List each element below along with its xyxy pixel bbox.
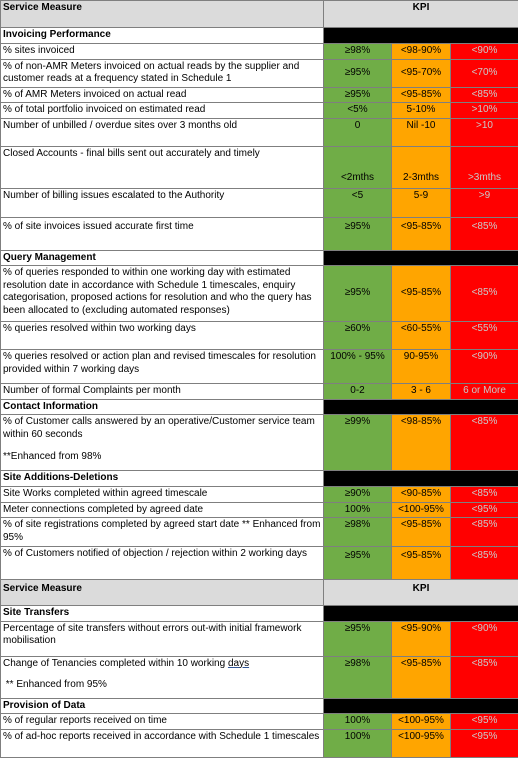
red-threshold: >10 bbox=[451, 118, 518, 146]
amber-threshold: <90-85% bbox=[392, 487, 451, 503]
table-row bbox=[1, 729, 518, 757]
red-threshold: <55% bbox=[451, 322, 518, 350]
measure-text-main: Change of Tenancies completed within 10 working bbox=[3, 657, 228, 669]
amber-threshold: <95-85% bbox=[392, 656, 451, 698]
red-threshold: >3mths bbox=[451, 146, 518, 188]
measure-cell: Percentage of site transfers without errors out-with initial framework mobilisation bbox=[1, 621, 324, 656]
measure-cell: Meter connections completed by agreed date bbox=[1, 502, 324, 518]
green-threshold: ≥60% bbox=[324, 322, 392, 350]
red-threshold: <90% bbox=[451, 43, 518, 59]
amber-threshold: <95-85% bbox=[392, 266, 451, 322]
amber-threshold: 3 - 6 bbox=[392, 384, 451, 400]
green-threshold: ≥95% bbox=[324, 87, 392, 103]
measure-cell: % of regular reports received on time bbox=[1, 714, 324, 730]
red-threshold: <85% bbox=[451, 487, 518, 503]
table-row bbox=[1, 146, 518, 188]
enhanced-note: ** Enhanced from 95% bbox=[3, 679, 107, 690]
red-threshold: <95% bbox=[451, 502, 518, 518]
table-row bbox=[1, 384, 518, 400]
amber-threshold: <100-95% bbox=[392, 729, 451, 757]
amber-threshold: 5-10% bbox=[392, 103, 451, 119]
green-threshold: ≥98% bbox=[324, 656, 392, 698]
header-row bbox=[1, 1, 518, 28]
amber-threshold: 90-95% bbox=[392, 350, 451, 384]
section-bar bbox=[324, 698, 518, 714]
section-row bbox=[1, 471, 518, 487]
green-threshold: <5 bbox=[324, 188, 392, 217]
section-title-site-transfers: Site Transfers bbox=[1, 606, 324, 622]
amber-threshold: <100-95% bbox=[392, 714, 451, 730]
green-threshold: 100% bbox=[324, 502, 392, 518]
measure-cell: % of ad-hoc reports received in accordance with Schedule 1 timescales bbox=[1, 729, 324, 757]
amber-threshold: <95-85% bbox=[392, 217, 451, 250]
green-threshold: 100% bbox=[324, 729, 392, 757]
amber-threshold: <95-70% bbox=[392, 59, 451, 87]
table-row bbox=[1, 621, 518, 656]
red-threshold: <95% bbox=[451, 714, 518, 730]
section-bar bbox=[324, 606, 518, 622]
green-threshold: 100% - 95% bbox=[324, 350, 392, 384]
amber-threshold: 2-3mths bbox=[392, 146, 451, 188]
table-row bbox=[1, 118, 518, 146]
section-row bbox=[1, 250, 518, 266]
measure-cell: % of queries responded to within one working day with estimated resolution date in accordance with Schedule 1 timescales, enquiry categorisation, proposed actions for resolution and who the query has been allocated to (excluding automated responses) bbox=[1, 266, 324, 322]
measure-cell: % of total portfolio invoiced on estimated read bbox=[1, 103, 324, 119]
table-row bbox=[1, 188, 518, 217]
section-bar bbox=[324, 471, 518, 487]
section-title-site-additions: Site Additions-Deletions bbox=[1, 471, 324, 487]
measure-cell: % of site invoices issued accurate first time bbox=[1, 217, 324, 250]
green-threshold: ≥95% bbox=[324, 547, 392, 580]
section-title-query: Query Management bbox=[1, 250, 324, 266]
table-row bbox=[1, 350, 518, 384]
section-row bbox=[1, 606, 518, 622]
red-threshold: <85% bbox=[451, 547, 518, 580]
service-measure-header: Service Measure bbox=[1, 1, 324, 28]
green-threshold: ≥98% bbox=[324, 43, 392, 59]
amber-threshold: <98-90% bbox=[392, 43, 451, 59]
table-row bbox=[1, 502, 518, 518]
measure-cell: % queries resolved or action plan and revised timescales for resolution provided within 7 working days bbox=[1, 350, 324, 384]
green-threshold: <5% bbox=[324, 103, 392, 119]
table-row bbox=[1, 266, 518, 322]
red-threshold: <85% bbox=[451, 87, 518, 103]
measure-text: % of Customer calls answered by an operative/Customer service team within 60 seconds bbox=[3, 416, 315, 440]
table-row bbox=[1, 59, 518, 87]
section-bar bbox=[324, 399, 518, 415]
table-row bbox=[1, 487, 518, 503]
green-threshold: 0 bbox=[324, 118, 392, 146]
table-row bbox=[1, 714, 518, 730]
measure-cell: % of AMR Meters invoiced on actual read bbox=[1, 87, 324, 103]
amber-threshold: <95-85% bbox=[392, 87, 451, 103]
amber-threshold: Nil -10 bbox=[392, 118, 451, 146]
green-threshold: ≥95% bbox=[324, 266, 392, 322]
red-threshold: <85% bbox=[451, 217, 518, 250]
measure-cell: Number of formal Complaints per month bbox=[1, 384, 324, 400]
measure-cell: % sites invoiced bbox=[1, 43, 324, 59]
measure-cell: % queries resolved within two working days bbox=[1, 322, 324, 350]
table-row bbox=[1, 547, 518, 580]
table-row bbox=[1, 322, 518, 350]
measure-cell: Number of unbilled / overdue sites over 3 months old bbox=[1, 118, 324, 146]
red-threshold: <90% bbox=[451, 621, 518, 656]
red-threshold: <70% bbox=[451, 59, 518, 87]
red-threshold: <90% bbox=[451, 350, 518, 384]
section-title-provision: Provision of Data bbox=[1, 698, 324, 714]
amber-threshold: <98-85% bbox=[392, 415, 451, 471]
table-row bbox=[1, 415, 518, 471]
green-threshold: <2mths bbox=[324, 146, 392, 188]
green-threshold: ≥95% bbox=[324, 217, 392, 250]
measure-cell bbox=[1, 656, 324, 698]
red-threshold: <85% bbox=[451, 656, 518, 698]
red-threshold: <85% bbox=[451, 415, 518, 471]
measure-text bbox=[3, 658, 321, 671]
table-row bbox=[1, 518, 518, 547]
red-threshold: >9 bbox=[451, 188, 518, 217]
section-bar bbox=[324, 28, 518, 44]
red-threshold: >10% bbox=[451, 103, 518, 119]
header-row bbox=[1, 580, 518, 606]
measure-cell: Site Works completed within agreed timescale bbox=[1, 487, 324, 503]
kpi-header: KPI bbox=[324, 1, 518, 28]
measure-cell: % of Customers notified of objection / rejection within 2 working days bbox=[1, 547, 324, 580]
green-threshold: ≥95% bbox=[324, 621, 392, 656]
amber-threshold: <100-95% bbox=[392, 502, 451, 518]
measure-cell: % of non-AMR Meters invoiced on actual reads by the supplier and customer reads at a frequency stated in Schedule 1 bbox=[1, 59, 324, 87]
enhanced-note: **Enhanced from 98% bbox=[3, 451, 102, 462]
green-threshold: ≥99% bbox=[324, 415, 392, 471]
measure-text-days: days bbox=[227, 657, 250, 669]
red-threshold: <85% bbox=[451, 518, 518, 547]
green-threshold: ≥90% bbox=[324, 487, 392, 503]
amber-threshold: <95-90% bbox=[392, 621, 451, 656]
table-row bbox=[1, 43, 518, 59]
red-threshold: <85% bbox=[451, 266, 518, 322]
measure-cell: Closed Accounts - final bills sent out accurately and timely bbox=[1, 146, 324, 188]
green-threshold: ≥98% bbox=[324, 518, 392, 547]
amber-threshold: <60-55% bbox=[392, 322, 451, 350]
table-row bbox=[1, 656, 518, 698]
section-row bbox=[1, 698, 518, 714]
measure-cell: Number of billing issues escalated to the Authority bbox=[1, 188, 324, 217]
amber-threshold: <95-85% bbox=[392, 518, 451, 547]
section-row bbox=[1, 399, 518, 415]
service-measure-header: Service Measure bbox=[1, 580, 324, 606]
red-threshold: <95% bbox=[451, 729, 518, 757]
amber-threshold: 5-9 bbox=[392, 188, 451, 217]
green-threshold: ≥95% bbox=[324, 59, 392, 87]
section-title-invoicing: Invoicing Performance bbox=[1, 28, 324, 44]
section-title-contact: Contact Information bbox=[1, 399, 324, 415]
section-bar bbox=[324, 250, 518, 266]
green-threshold: 100% bbox=[324, 714, 392, 730]
green-threshold: 0-2 bbox=[324, 384, 392, 400]
table-row bbox=[1, 217, 518, 250]
measure-cell bbox=[1, 415, 324, 471]
table-row bbox=[1, 103, 518, 119]
table-row bbox=[1, 87, 518, 103]
section-row bbox=[1, 28, 518, 44]
red-threshold: 6 or More bbox=[451, 384, 518, 400]
measure-cell: % of site registrations completed by agreed start date ** Enhanced from 95% bbox=[1, 518, 324, 547]
amber-threshold: <95-85% bbox=[392, 547, 451, 580]
kpi-header: KPI bbox=[324, 580, 518, 606]
